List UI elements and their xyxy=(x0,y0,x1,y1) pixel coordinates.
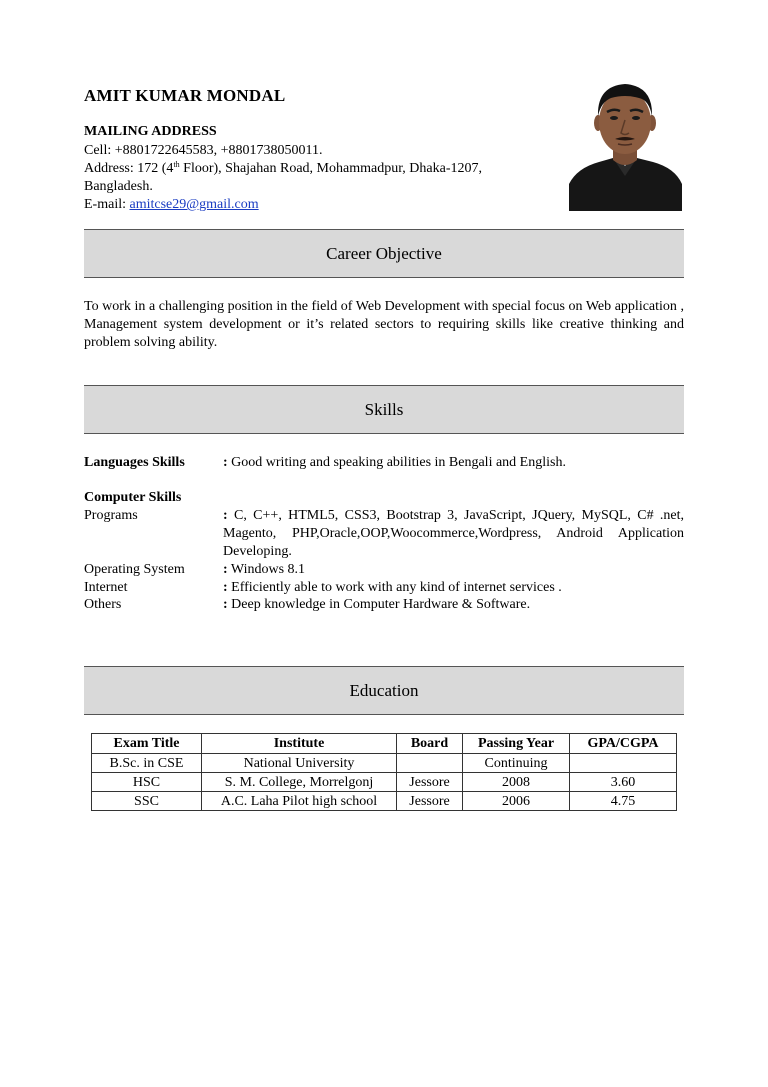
skill-label-languages: Languages Skills xyxy=(84,455,185,470)
cell-gpa xyxy=(570,754,677,773)
cell-gpa: 4.75 xyxy=(570,792,677,811)
address-line-2: Bangladesh. xyxy=(84,179,153,194)
cell-institute: S. M. College, Morrelgonj xyxy=(202,773,397,792)
col-header-passing-year: Passing Year xyxy=(463,734,570,754)
table-row xyxy=(92,773,677,792)
skill-value-others-text: Deep knowledge in Computer Hardware & Software. xyxy=(231,597,531,612)
education-header-row xyxy=(92,734,677,754)
skill-value-others xyxy=(223,596,684,614)
cell-numbers: Cell: +8801722645583, +8801738050011. xyxy=(84,143,323,158)
col-header-board: Board xyxy=(397,734,463,754)
education-table xyxy=(91,733,677,811)
skill-label-internet: Internet xyxy=(84,580,128,595)
cell-institute: National University xyxy=(202,754,397,773)
cell-exam-title: HSC xyxy=(92,773,202,792)
skill-colon: : xyxy=(223,597,228,612)
skill-value-os xyxy=(223,561,684,579)
mailing-address-heading: MAILING ADDRESS xyxy=(84,124,217,139)
email-line xyxy=(84,196,259,213)
address-superscript: th xyxy=(173,160,180,169)
cell-exam-title: SSC xyxy=(92,792,202,811)
cell-board xyxy=(397,754,463,773)
skill-value-internet-text: Efficiently able to work with any kind of internet services . xyxy=(231,580,562,595)
cell-board: Jessore xyxy=(397,792,463,811)
skill-colon: : xyxy=(223,562,228,577)
skill-value-internet xyxy=(223,579,684,597)
address-line-1 xyxy=(84,160,482,177)
email-link[interactable]: amitcse29@gmail.com xyxy=(129,197,259,212)
cell-institute: A.C. Laha Pilot high school xyxy=(202,792,397,811)
skill-value-languages xyxy=(223,454,684,472)
cell-board: Jessore xyxy=(397,773,463,792)
skill-value-os-text: Windows 8.1 xyxy=(230,562,306,577)
skill-value-languages-text: Good writing and speaking abilities in Bengali and English. xyxy=(231,455,566,470)
cell-gpa: 3.60 xyxy=(570,773,677,792)
skill-colon: : xyxy=(223,508,228,523)
cell-passing-year: 2008 xyxy=(463,773,570,792)
skill-programs xyxy=(84,507,684,561)
section-education: Education xyxy=(84,666,684,715)
skill-label-programs: Programs xyxy=(84,508,138,523)
profile-photo-image xyxy=(569,76,682,211)
email-prefix: E-mail: xyxy=(84,197,130,212)
col-header-gpa: GPA/CGPA xyxy=(570,734,677,754)
profile-photo xyxy=(569,76,682,211)
career-objective-text: To work in a challenging position in the field of Web Development with special focus on Web application , Management system development or it’s related sectors to requiring skills like creative thinking and problem solving ability. xyxy=(84,299,684,350)
cell-passing-year: 2006 xyxy=(463,792,570,811)
skill-value-programs-text: C, C++, HTML5, CSS3, Bootstrap 3, JavaScript, JQuery, MySQL, C# .net, Magento, PHP,Oracle,OOP,Woocommerce,Wordpress, Android Application Developing. xyxy=(223,508,685,559)
address-suffix: Floor), Shajahan Road, Mohammadpur, Dhaka-1207, xyxy=(179,161,482,176)
cell-passing-year: Continuing xyxy=(463,754,570,773)
computer-skills-heading: Computer Skills xyxy=(84,490,182,505)
address-prefix: Address: 172 (4 xyxy=(84,161,174,176)
skill-colon: : xyxy=(223,455,228,470)
skill-colon: : xyxy=(223,580,228,595)
table-row xyxy=(92,792,677,811)
cell-exam-title: B.Sc. in CSE xyxy=(92,754,202,773)
skill-label-os: Operating System xyxy=(84,562,185,577)
col-header-exam-title: Exam Title xyxy=(92,734,202,754)
skill-label-others: Others xyxy=(84,597,122,612)
section-skills: Skills xyxy=(84,385,684,434)
skill-value-programs xyxy=(223,507,684,561)
table-row xyxy=(92,754,677,773)
candidate-name: AMIT KUMAR MONDAL xyxy=(84,86,286,105)
section-career-objective: Career Objective xyxy=(84,229,684,278)
col-header-institute: Institute xyxy=(202,734,397,754)
